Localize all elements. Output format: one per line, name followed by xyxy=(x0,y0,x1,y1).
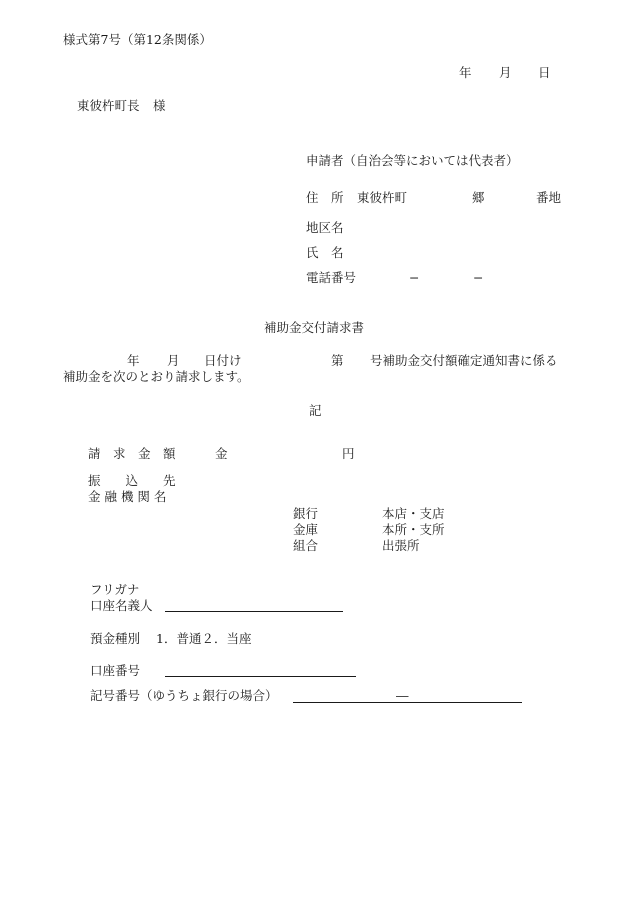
institution-type-shinkin: 金庫 xyxy=(293,522,319,537)
yucho-label: 記号番号（ゆうちょ銀行の場合） xyxy=(90,688,278,703)
institution-label: 金 融 機 関 名 xyxy=(88,489,167,504)
address-town: 東彼杵町 xyxy=(357,190,408,205)
addressee-name: 東彼杵町長 xyxy=(77,98,140,113)
phone-dash-2: − xyxy=(473,270,484,285)
document-title: 補助金交付請求書 xyxy=(264,320,365,335)
address-go: 郷 xyxy=(472,190,485,205)
address-banchi: 番地 xyxy=(536,190,562,205)
phone-dash-1: − xyxy=(409,270,420,285)
account-number-field-line xyxy=(165,676,356,677)
yucho-dash: ― xyxy=(396,688,409,703)
claim-unit: 円 xyxy=(342,446,355,461)
form-number: 様式第7号（第12条関係） xyxy=(63,32,212,47)
claim-prefix: 金 xyxy=(215,446,228,461)
body-line2: 補助金を次のとおり請求します。 xyxy=(63,369,250,384)
institution-type-union: 組合 xyxy=(293,538,319,553)
branch-type-union: 出張所 xyxy=(382,538,420,553)
body-dated: 日付け xyxy=(204,353,242,368)
date-month-label: 月 xyxy=(499,65,512,80)
address-label: 住 所 xyxy=(306,190,344,205)
district-label: 地区名 xyxy=(306,220,344,235)
applicant-name-label: 氏 名 xyxy=(306,245,344,260)
date-year-label: 年 xyxy=(459,65,472,80)
claim-label: 請 求 金 額 xyxy=(88,446,176,461)
furigana-label: フリガナ xyxy=(90,582,140,597)
account-holder-field-line xyxy=(165,611,343,612)
deposit-type-label: 預金種別 xyxy=(90,631,141,646)
body-month: 月 xyxy=(167,353,180,368)
institution-type-bank: 銀行 xyxy=(293,506,319,521)
applicant-heading: 申請者（自治会等においては代表者） xyxy=(306,153,519,168)
addressee-honorific: 様 xyxy=(153,98,166,113)
account-holder-label: 口座名義人 xyxy=(90,598,153,613)
transfer-label: 振 込 先 xyxy=(88,473,176,488)
deposit-type-options: 1．普通２．当座 xyxy=(156,631,252,646)
body-number-prefix: 第 xyxy=(331,353,344,368)
ki-heading: 記 xyxy=(309,403,322,418)
account-number-label: 口座番号 xyxy=(90,663,141,678)
body-line1-end: 号補助金交付額確定通知書に係る xyxy=(370,353,558,368)
branch-type-bank: 本店・支店 xyxy=(382,506,445,521)
phone-label: 電話番号 xyxy=(306,270,357,285)
date-day-label: 日 xyxy=(538,65,551,80)
body-year: 年 xyxy=(127,353,140,368)
branch-type-shinkin: 本所・支所 xyxy=(382,522,445,537)
